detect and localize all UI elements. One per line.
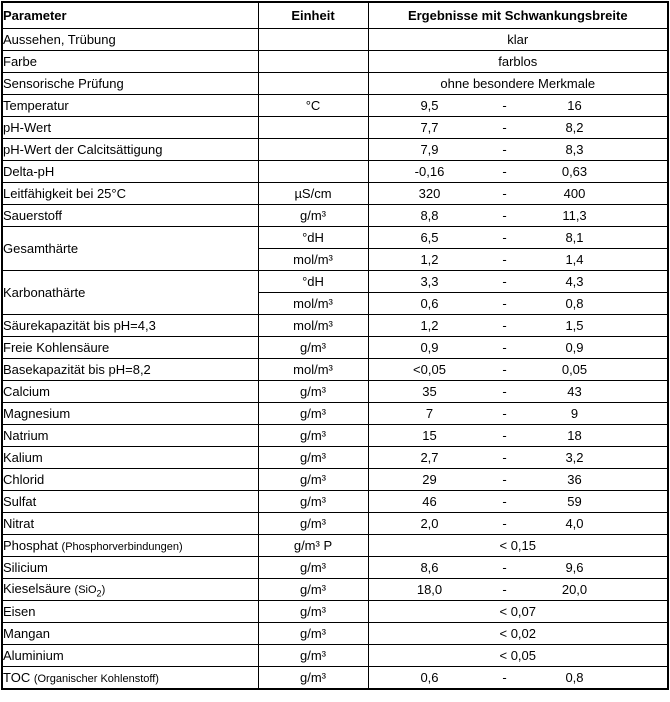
table-row [2, 139, 668, 161]
result-range [369, 274, 668, 289]
column-header-unit: Einheit [258, 2, 368, 29]
result-cell [368, 469, 668, 491]
result-range [369, 428, 668, 443]
result-cell [368, 535, 668, 557]
range-separator: - [502, 670, 507, 685]
max-value: 4,0 [565, 516, 584, 531]
result-range [369, 340, 668, 355]
result-cell [368, 249, 668, 271]
max-value: 59 [567, 494, 582, 509]
max-value: 0,05 [561, 362, 588, 377]
parameter-cell [2, 359, 258, 381]
unit-cell: g/m³ P [258, 535, 368, 557]
min-value: 1,2 [420, 252, 439, 267]
parameter-note: 2 [96, 588, 102, 599]
unit-cell: g/m³ [258, 623, 368, 645]
parameter-label: Freie Kohlensäure [3, 340, 110, 355]
unit-cell [258, 139, 368, 161]
range-separator: - [502, 252, 507, 267]
min-value: 29 [422, 472, 437, 487]
result-range [369, 186, 668, 201]
unit-cell: mol/m³ [258, 359, 368, 381]
table-row [2, 271, 668, 293]
parameter-label: Kieselsäure [3, 580, 75, 596]
parameter-label: pH-Wert der Calcitsättigung [3, 142, 163, 157]
table-row [2, 117, 668, 139]
result-cell [368, 623, 668, 645]
range-separator: - [502, 450, 507, 465]
parameter-label: Calcium [3, 384, 50, 399]
max-value: 4,3 [565, 274, 584, 289]
range-separator: - [502, 164, 507, 179]
single-value: < 0,15 [499, 538, 536, 553]
parameter-note: (Organischer Kohlenstoff) [33, 673, 159, 685]
result-range [369, 296, 668, 311]
max-value: 8,2 [565, 120, 584, 135]
parameter-label: Kalium [3, 450, 43, 465]
single-value: < 0,07 [499, 604, 536, 619]
unit-cell [258, 29, 368, 51]
parameter-label: pH-Wert [3, 120, 52, 135]
parameter-note: (Phosphorverbindungen) [61, 541, 183, 553]
max-value: 3,2 [565, 450, 584, 465]
table-row [2, 227, 668, 249]
min-value: 320 [418, 186, 441, 201]
range-separator: - [502, 318, 507, 333]
parameter-label: TOC [3, 670, 34, 685]
parameter-note: (SiO [74, 583, 97, 596]
table-row [2, 205, 668, 227]
result-cell [368, 557, 668, 579]
result-cell [368, 161, 668, 183]
result-cell [368, 117, 668, 139]
min-value: 0,9 [420, 340, 439, 355]
water-analysis-table [1, 1, 669, 690]
min-value: 46 [422, 494, 437, 509]
parameter-label: Phosphat [3, 538, 62, 553]
table-row [2, 315, 668, 337]
result-range [369, 582, 668, 597]
result-cell [368, 359, 668, 381]
min-value: 9,5 [420, 98, 439, 113]
unit-cell: g/m³ [258, 513, 368, 535]
min-value: 7,9 [420, 142, 439, 157]
range-separator: - [502, 472, 507, 487]
table-row [2, 579, 668, 601]
column-header-results: Ergebnisse mit Schwankungsbreite [368, 2, 668, 29]
result-range [369, 560, 668, 575]
max-value: 8,1 [565, 230, 584, 245]
range-separator: - [502, 428, 507, 443]
parameter-cell [2, 447, 258, 469]
range-separator: - [502, 560, 507, 575]
parameter-label: Aluminium [3, 648, 64, 663]
unit-cell: µS/cm [258, 183, 368, 205]
result-range [369, 450, 668, 465]
min-value: 15 [422, 428, 437, 443]
parameter-cell [2, 227, 258, 271]
result-range [369, 142, 668, 157]
result-cell [368, 491, 668, 513]
unit-cell: °dH [258, 271, 368, 293]
min-value: 8,8 [420, 208, 439, 223]
unit-cell: g/m³ [258, 205, 368, 227]
range-separator: - [502, 186, 507, 201]
min-value: 7 [425, 406, 434, 421]
parameter-label: Silicium [3, 560, 48, 575]
range-separator: - [502, 120, 507, 135]
range-separator: - [502, 582, 507, 597]
parameter-cell [2, 183, 258, 205]
parameter-label: Temperatur [3, 98, 69, 113]
unit-cell [258, 117, 368, 139]
parameter-cell [2, 469, 258, 491]
max-value: 16 [567, 98, 582, 113]
min-value: 6,5 [420, 230, 439, 245]
parameter-cell [2, 161, 258, 183]
result-range [369, 494, 668, 509]
parameter-cell [2, 425, 258, 447]
parameter-label: Gesamthärte [3, 241, 79, 256]
result-cell [368, 51, 668, 73]
single-value: < 0,05 [499, 648, 536, 663]
parameter-cell [2, 667, 258, 690]
parameter-note: ) [101, 583, 106, 596]
range-separator: - [502, 296, 507, 311]
table-row [2, 469, 668, 491]
result-range [369, 472, 668, 487]
result-cell [368, 139, 668, 161]
table-row [2, 381, 668, 403]
result-cell [368, 403, 668, 425]
single-value: ohne besondere Merkmale [440, 76, 596, 91]
range-separator: - [502, 230, 507, 245]
result-cell [368, 183, 668, 205]
result-cell [368, 29, 668, 51]
unit-cell: g/m³ [258, 425, 368, 447]
result-cell [368, 513, 668, 535]
min-value: 0,6 [420, 296, 439, 311]
parameter-cell [2, 601, 258, 623]
min-value: 2,7 [420, 450, 439, 465]
result-cell [368, 337, 668, 359]
table-row [2, 513, 668, 535]
parameter-cell [2, 535, 258, 557]
unit-cell [258, 161, 368, 183]
result-cell [368, 227, 668, 249]
result-range [369, 516, 668, 531]
parameter-label: Chlorid [3, 472, 45, 487]
table-row [2, 425, 668, 447]
range-separator: - [502, 516, 507, 531]
parameter-label: Mangan [3, 626, 50, 641]
table-row [2, 51, 668, 73]
unit-cell: mol/m³ [258, 249, 368, 271]
result-range [369, 252, 668, 267]
result-cell [368, 381, 668, 403]
table-row [2, 601, 668, 623]
min-value: 18,0 [416, 582, 443, 597]
result-range [369, 670, 668, 685]
result-range [369, 230, 668, 245]
max-value: 400 [563, 186, 586, 201]
table-row [2, 535, 668, 557]
parameter-cell [2, 117, 258, 139]
parameter-cell [2, 579, 258, 601]
result-range [369, 362, 668, 377]
max-value: 0,63 [561, 164, 588, 179]
result-cell [368, 447, 668, 469]
result-cell [368, 579, 668, 601]
column-header-parameter: Parameter [2, 2, 258, 29]
unit-cell: g/m³ [258, 403, 368, 425]
result-range [369, 384, 668, 399]
table-row [2, 645, 668, 667]
result-cell [368, 315, 668, 337]
range-separator: - [502, 384, 507, 399]
table-row [2, 491, 668, 513]
parameter-label: Natrium [3, 428, 49, 443]
max-value: 18 [567, 428, 582, 443]
result-cell [368, 425, 668, 447]
result-cell [368, 667, 668, 690]
result-cell [368, 205, 668, 227]
min-value: <0,05 [413, 362, 446, 377]
parameter-label: Sensorische Prüfung [3, 76, 124, 91]
result-cell [368, 601, 668, 623]
parameter-cell [2, 139, 258, 161]
unit-cell: g/m³ [258, 447, 368, 469]
parameter-cell [2, 29, 258, 51]
unit-cell: g/m³ [258, 337, 368, 359]
max-value: 20,0 [561, 582, 588, 597]
unit-cell: g/m³ [258, 381, 368, 403]
min-value: 35 [422, 384, 437, 399]
header-row [2, 2, 668, 29]
range-separator: - [502, 274, 507, 289]
table-row [2, 95, 668, 117]
unit-cell: g/m³ [258, 579, 368, 601]
range-separator: - [502, 142, 507, 157]
result-cell [368, 271, 668, 293]
range-separator: - [502, 208, 507, 223]
single-value: < 0,02 [499, 626, 536, 641]
result-range [369, 98, 668, 113]
parameter-label: Magnesium [3, 406, 71, 421]
result-range [369, 318, 668, 333]
unit-cell: g/m³ [258, 645, 368, 667]
unit-cell [258, 51, 368, 73]
max-value: 43 [567, 384, 582, 399]
unit-cell: mol/m³ [258, 315, 368, 337]
min-value: -0,16 [414, 164, 445, 179]
table-row [2, 667, 668, 690]
parameter-label: Nitrat [3, 516, 35, 531]
result-cell [368, 95, 668, 117]
table-row [2, 183, 668, 205]
table-row [2, 161, 668, 183]
range-separator: - [502, 362, 507, 377]
table-row [2, 337, 668, 359]
range-separator: - [502, 340, 507, 355]
unit-cell: g/m³ [258, 491, 368, 513]
min-value: 8,6 [420, 560, 439, 575]
unit-cell [258, 73, 368, 95]
unit-cell: g/m³ [258, 469, 368, 491]
table-header [2, 2, 668, 29]
range-separator: - [502, 98, 507, 113]
result-range [369, 208, 668, 223]
result-range [369, 406, 668, 421]
range-separator: - [502, 406, 507, 421]
table-row [2, 447, 668, 469]
unit-cell: g/m³ [258, 601, 368, 623]
parameter-cell [2, 337, 258, 359]
parameter-cell [2, 381, 258, 403]
parameter-label: Aussehen, Trübung [3, 32, 116, 47]
parameter-label: Sauerstoff [3, 208, 63, 223]
max-value: 0,9 [565, 340, 584, 355]
table-row [2, 623, 668, 645]
unit-cell: g/m³ [258, 557, 368, 579]
max-value: 9 [570, 406, 579, 421]
parameter-label: Sulfat [3, 494, 37, 509]
max-value: 8,3 [565, 142, 584, 157]
parameter-cell [2, 623, 258, 645]
parameter-label: Basekapazität bis pH=8,2 [3, 362, 151, 377]
unit-cell: mol/m³ [258, 293, 368, 315]
result-cell [368, 645, 668, 667]
parameter-cell [2, 315, 258, 337]
parameter-cell [2, 557, 258, 579]
min-value: 1,2 [420, 318, 439, 333]
parameter-label: Karbonathärte [3, 285, 86, 300]
table-row [2, 557, 668, 579]
min-value: 3,3 [420, 274, 439, 289]
max-value: 0,8 [565, 296, 584, 311]
single-value: klar [507, 32, 529, 47]
max-value: 11,3 [562, 208, 587, 223]
table-row [2, 359, 668, 381]
table-body [2, 29, 668, 690]
result-cell [368, 73, 668, 95]
parameter-label: Leitfähigkeit bei 25°C [3, 186, 126, 201]
unit-cell: °dH [258, 227, 368, 249]
parameter-cell [2, 645, 258, 667]
table-row [2, 29, 668, 51]
min-value: 0,6 [420, 670, 439, 685]
max-value: 0,8 [565, 670, 584, 685]
result-cell [368, 293, 668, 315]
single-value: farblos [498, 54, 538, 69]
result-range [369, 164, 668, 179]
parameter-cell [2, 205, 258, 227]
min-value: 7,7 [420, 120, 439, 135]
parameter-cell [2, 403, 258, 425]
max-value: 1,4 [565, 252, 584, 267]
parameter-cell [2, 51, 258, 73]
parameter-label: Delta-pH [3, 164, 55, 179]
parameter-label: Farbe [3, 54, 37, 69]
parameter-cell [2, 513, 258, 535]
result-range [369, 120, 668, 135]
parameter-label: Eisen [3, 604, 36, 619]
min-value: 2,0 [420, 516, 439, 531]
table-row [2, 73, 668, 95]
parameter-cell [2, 271, 258, 315]
unit-cell: °C [258, 95, 368, 117]
parameter-label: Säurekapazität bis pH=4,3 [3, 318, 156, 333]
range-separator: - [502, 494, 507, 509]
max-value: 36 [567, 472, 582, 487]
parameter-cell [2, 491, 258, 513]
max-value: 9,6 [565, 560, 584, 575]
table-row [2, 403, 668, 425]
parameter-cell [2, 95, 258, 117]
unit-cell: g/m³ [258, 667, 368, 690]
max-value: 1,5 [565, 318, 584, 333]
parameter-cell [2, 73, 258, 95]
